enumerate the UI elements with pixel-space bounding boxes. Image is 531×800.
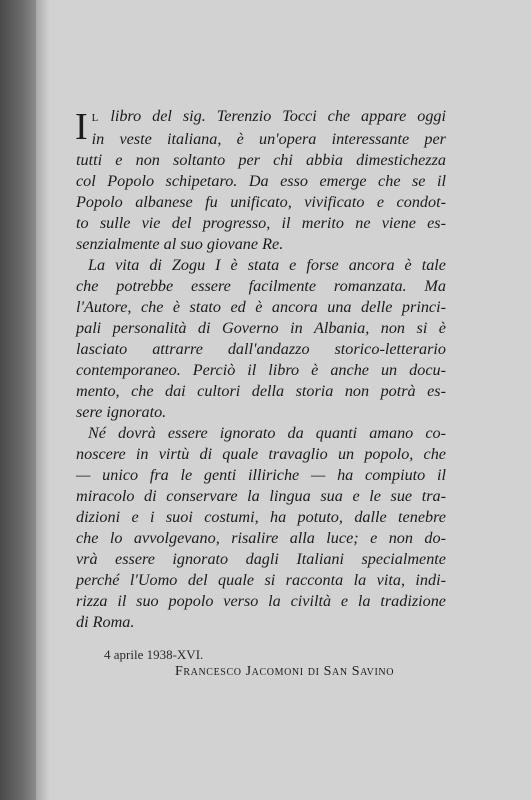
paragraph-1 (76, 106, 446, 255)
text-line: mento, che dai cultori della storia non potrà es- (76, 382, 446, 400)
text-line: Popolo albanese fu unificato, vivificato e condot- (76, 193, 446, 211)
book-gutter (0, 0, 36, 800)
text-line: rizza il suo popolo verso la civiltà e la tradizione (76, 592, 446, 610)
letter-body (76, 106, 446, 633)
text-line: pali personalità di Governo in Albania, non si è (76, 319, 446, 337)
text-line: vrà essere ignorato dagli Italiani specialmente (76, 550, 446, 568)
letter-date: 4 aprile 1938-XVI. (104, 647, 204, 662)
text-line: senzialmente al suo giovane Re. (76, 235, 284, 253)
text-line: l'Autore, che è stato ed è ancora una delle princi- (76, 298, 446, 316)
text-line: noscere in virtù di quale travaglio un popolo, che (76, 445, 446, 463)
text-line: in veste italiana, è un'opera interessante per (91, 130, 446, 148)
text-line: di Roma. (76, 613, 135, 631)
text-line: lasciato attrarre dall'andazzo storico-letterario (76, 340, 446, 358)
text-line: tutti e non soltanto per chi abbia dimestichezza (76, 151, 446, 169)
text-line: to sulle vie del progresso, il merito ne viene es- (76, 214, 446, 232)
text-line: sere ignorato. (76, 403, 167, 421)
text-line: La vita di Zogu I è stata e forse ancora è tale (88, 256, 446, 274)
paragraph-3 (76, 423, 446, 633)
author-signature: Francesco Jacomoni di San Savino (175, 664, 395, 679)
text-line: dizioni e i suoi costumi, ha potuto, dalle tenebre (76, 508, 446, 526)
text-line: che lo avvolgevano, risalire alla luce; e non do- (76, 529, 446, 547)
lead-in: L (91, 112, 100, 124)
text-line: L libro del sig. Terenzio Tocci che appare oggi (91, 107, 446, 125)
paragraph-2 (76, 255, 446, 423)
text-line: perché l'Uomo del quale si racconta la vita, indi- (76, 571, 446, 589)
text-line: che potrebbe essere facilmente romanzata. Ma (76, 277, 446, 295)
text-line: Né dovrà essere ignorato da quanti amano co- (88, 424, 446, 442)
text-line: — unico fra le genti illiriche — ha compiuto il (76, 466, 446, 484)
drop-cap: I (75, 106, 88, 148)
gutter-shadow (36, 0, 50, 800)
text-line: contemporaneo. Perciò il libro è anche un docu- (76, 361, 446, 379)
text-line: miracolo di conservare la lingua sua e le sue tra- (76, 487, 446, 505)
text-line: col Popolo schipetaro. Da esso emerge che se il (76, 172, 446, 190)
